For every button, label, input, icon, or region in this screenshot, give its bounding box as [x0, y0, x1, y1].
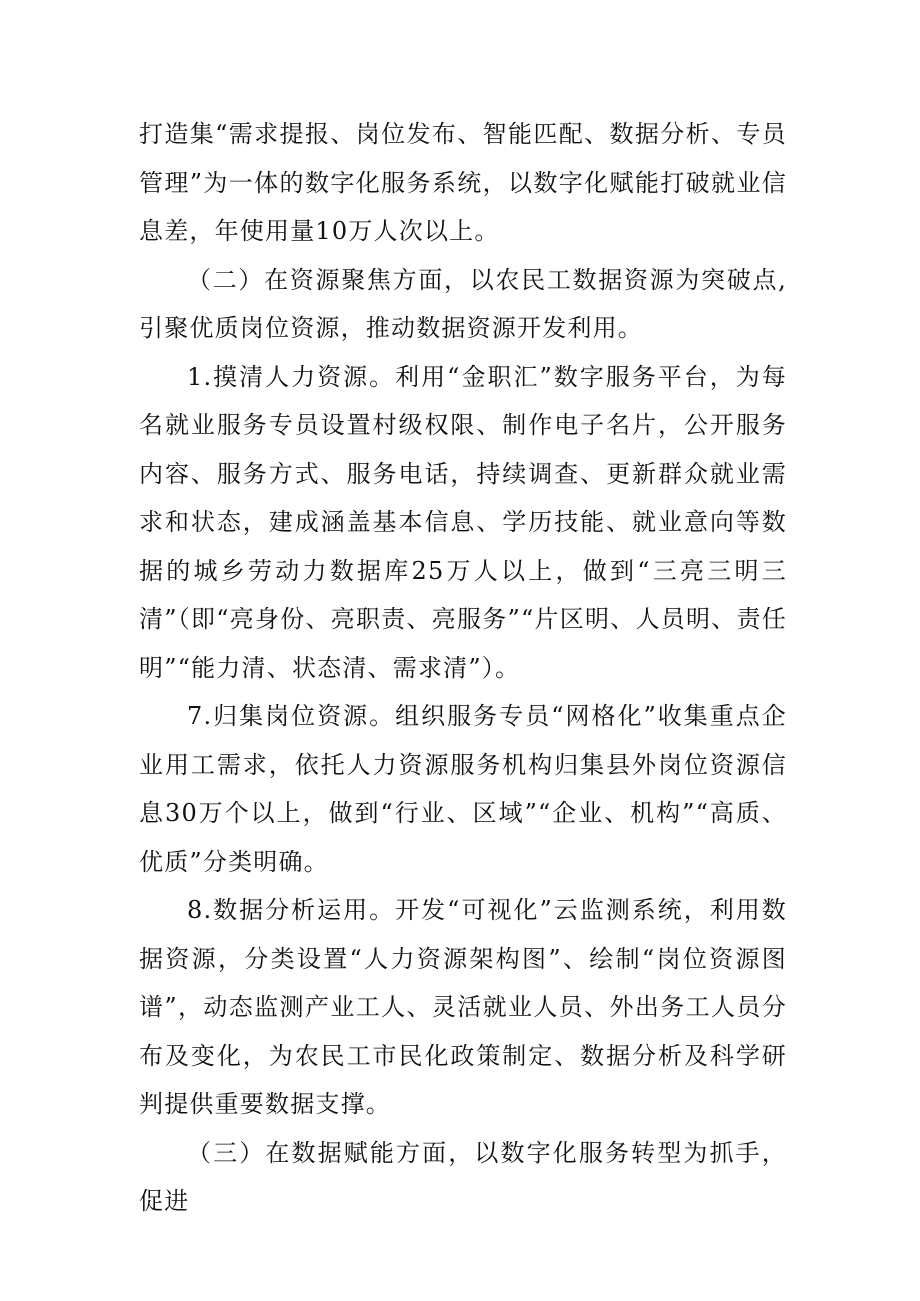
- paragraph-item-1-human-resources: 1.摸清人力资源。利用“金职汇”数字服务平台，为每名就业服务专员设置村级权限、制作电子名片，公开服务内容、服务方式、服务电话，持续调查、更新群众就业需求和状态，建成涵盖基本信息、学历技能、就业意向等数据的城乡劳动力数据库25万人以上，做到“三亮三明三清”（即“亮身份、亮职责、亮服务”“片区明、人员明、责任明”“能力清、状态清、需求清”）。: [139, 362, 787, 682]
- paragraph-item-7-job-resources: 7.归集岗位资源。组织服务专员“网格化”收集重点企业用工需求，依托人力资源服务机构归集县外岗位资源信息30万个以上，做到“行业、区域”“企业、机构”“高质、优质”分类明确。: [139, 702, 787, 876]
- paragraph-service-system: 打造集“需求提报、岗位发布、智能匹配、数据分析、专员管理”为一体的数字化服务系统，以数字化赋能打破就业信息差，年使用量10万人次以上。: [139, 120, 787, 245]
- paragraph-item-8-data-analysis: 8.数据分析运用。开发“可视化”云监测系统，利用数据资源，分类设置“人力资源架构图”、绘制“岗位资源图谱”，动态监测产业工人、灵活就业人员、外出务工人员分布及变化，为农民工市民化政策制定、数据分析及科学研判提供重要数据支撑。: [139, 896, 787, 1118]
- document-body: [139, 110, 787, 1226]
- paragraph-section-two-heading: （二）在资源聚焦方面，以农民工数据资源为突破点,引聚优质岗位资源，推动数据资源开发利用。: [139, 265, 787, 342]
- paragraph-section-three-heading: （三）在数据赋能方面，以数字化服务转型为抓手，促进: [139, 1138, 787, 1215]
